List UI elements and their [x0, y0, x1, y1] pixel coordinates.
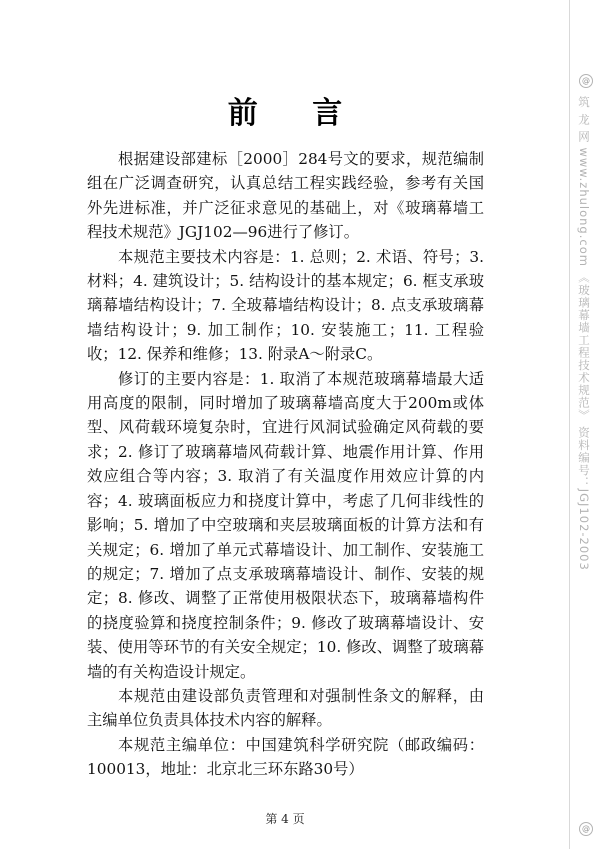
paragraph-5: 本规范主编单位：中国建筑科学研究院（邮政编码：100013，地址：北京北三环东路30号）	[87, 735, 484, 779]
sidebar-watermark-text: 筑 龙 网 www.zhulong.com 《玻璃幕墙工程技术规范》 资料编号：JGJ102-2003	[577, 96, 591, 571]
paragraph-4: 本规范由建设部负责管理和对强制性条文的解释，由主编单位负责具体技术内容的解释。	[87, 686, 484, 730]
paragraph-1: 根据建设部建标［2000］284号文的要求，规范编制组在广泛调查研究，认真总结工程实践经验，参考有关国外先进标准，并广泛征求意见的基础上，对《玻璃幕墙工程技术规范》JGJ102—96进行了修订。	[87, 150, 484, 242]
paragraph-3: 修订的主要内容是：1. 取消了本规范玻璃幕墙最大适用高度的限制，同时增加了玻璃幕墙高度大于200m或体型、风荷载环境复杂时，宜进行风洞试验确定风荷载的要求；2. 修订了玻璃幕墙风荷载计算、地震作用计算、作用效应组合等内容；3. 取消了有关温度作用效应计算的内容；4. 玻璃面板应力和挠度计算中，考虑了几何非线性的影响；5. 增加了中空玻璃和夹层玻璃面板的计算方法和有关规定；6. 增加了单元式幕墙设计、加工制作、安装施工的规定；7. 增加了点支承玻璃幕墙设计、制作、安装的规定；8. 修改、调整了正常使用极限状态下，玻璃幕墙构件的挠度验算和挠度控制条件；9. 修改了玻璃幕墙设计、安装、使用等环节的有关安全规定；10. 修改、调整了玻璃幕墙的有关构造设计规定。	[87, 369, 484, 681]
copyright-icon-bottom: @	[579, 822, 593, 836]
document-body	[87, 147, 484, 782]
copyright-icon: @	[579, 74, 593, 88]
page-number: 第 4 页	[265, 812, 305, 826]
watermark-sidebar	[569, 0, 600, 849]
paragraph-2: 本规范主要技术内容是：1. 总则；2. 术语、符号；3. 材料；4. 建筑设计；5. 结构设计的基本规定；6. 框支承玻璃幕墙结构设计；7. 全玻幕墙结构设计；8. 点支承玻璃幕墙结构设计；9. 加工制作；10. 安装施工；11. 工程验收；12. 保养和维修；13. 附录A～附录C。	[87, 247, 484, 364]
page-title: 前 言	[227, 96, 365, 131]
